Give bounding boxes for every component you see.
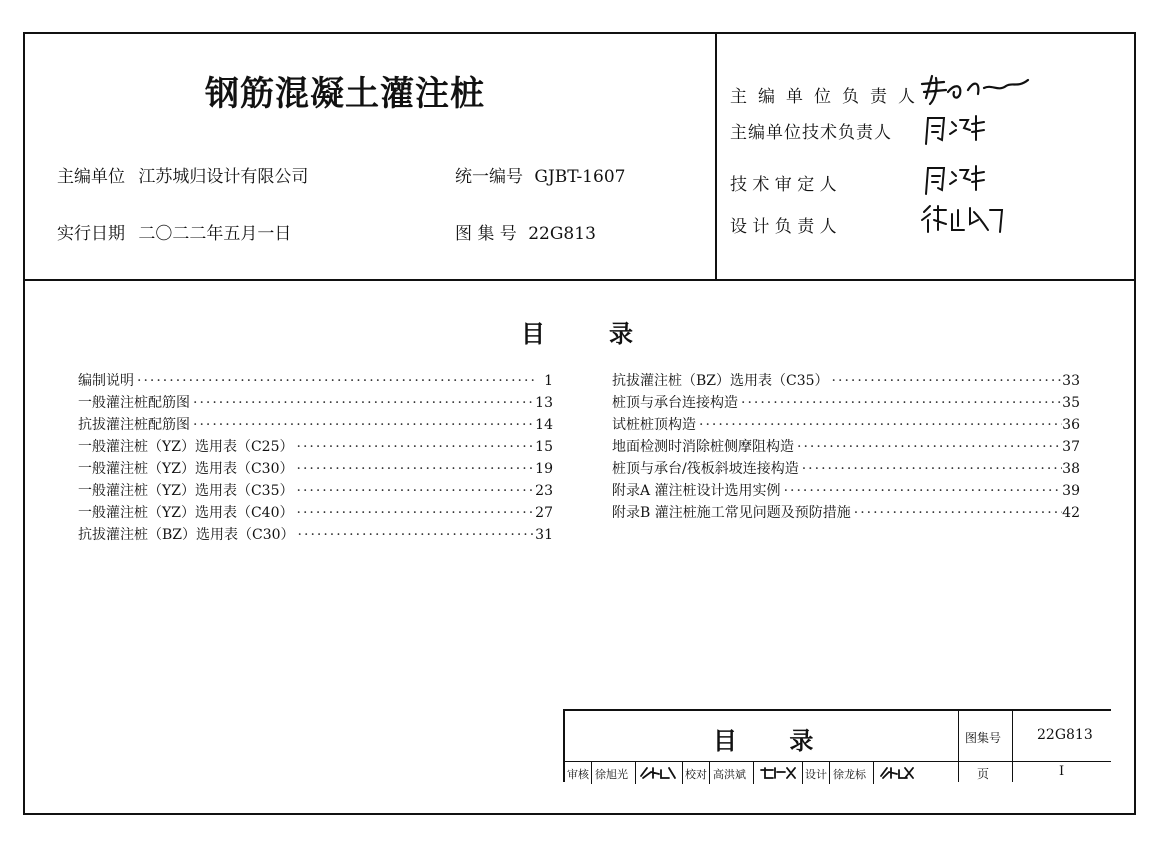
check-signature-handwriting	[759, 764, 799, 781]
title-block-divider	[829, 762, 830, 784]
signature-4-handwriting	[918, 200, 1008, 236]
title-block-page-number: I	[1059, 764, 1065, 779]
header-divider	[25, 279, 1134, 281]
header-vertical-divider	[715, 34, 717, 279]
toc-leader	[738, 395, 1062, 411]
toc-leader	[696, 417, 1062, 433]
check-name: 高洪斌	[713, 768, 746, 781]
check-label: 校对	[685, 768, 707, 781]
toc-leader	[294, 439, 536, 455]
toc-item[interactable]	[612, 436, 1080, 458]
title-block-atlas-number: 22G813	[1037, 727, 1093, 743]
toc-item-page: 23	[535, 483, 553, 499]
toc-item-title: 附录A 灌注桩设计选用实例	[612, 483, 781, 499]
effective-date-label: 实行日期	[57, 224, 125, 244]
toc-heading-right: 录	[609, 320, 633, 348]
title-block-divider	[958, 711, 959, 782]
signature-label-2: 主编单位技术负责人	[730, 123, 892, 143]
toc-leader	[851, 505, 1062, 521]
toc-leader	[781, 483, 1062, 499]
title-block-divider	[591, 762, 592, 784]
toc-right-column	[612, 370, 1080, 524]
atlas-number-label: 图 集 号	[455, 224, 517, 244]
toc-item[interactable]	[78, 436, 553, 458]
toc-leader	[799, 461, 1062, 477]
toc-item[interactable]	[78, 480, 553, 502]
toc-leader	[794, 439, 1062, 455]
toc-leader	[294, 483, 536, 499]
toc-item-page: 19	[535, 461, 553, 477]
atlas-number-value: 22G813	[528, 224, 596, 244]
design-label: 设计	[805, 768, 827, 781]
toc-item[interactable]	[612, 502, 1080, 524]
toc-item-title: 抗拔灌注桩配筋图	[78, 417, 190, 433]
toc-item[interactable]	[78, 458, 553, 480]
toc-item[interactable]	[78, 414, 553, 436]
toc-item[interactable]	[78, 502, 553, 524]
toc-item[interactable]	[78, 370, 553, 392]
review-signature-handwriting	[639, 764, 679, 781]
toc-item-title: 一般灌注桩配筋图	[78, 395, 190, 411]
toc-leader	[295, 527, 535, 543]
title-block-divider	[802, 762, 803, 784]
unified-number-value: GJBT-1607	[534, 167, 626, 187]
design-signature-handwriting	[879, 764, 919, 781]
signature-label-1: 主编单位负责人	[730, 87, 926, 107]
signature-1-handwriting	[918, 70, 1038, 106]
toc-item-page: 37	[1062, 439, 1080, 455]
toc-item-title: 桩顶与承台连接构造	[612, 395, 738, 411]
toc-item[interactable]	[612, 414, 1080, 436]
toc-item-title: 一般灌注桩（YZ）选用表（C40）	[78, 505, 294, 521]
signature-label-4: 设 计 负 责 人	[730, 217, 837, 237]
signature-label-3: 技 术 审 定 人	[730, 175, 837, 195]
toc-leader	[134, 373, 535, 389]
toc-item-page: 42	[1062, 505, 1080, 521]
toc-item-page: 36	[1062, 417, 1080, 433]
title-block-divider	[873, 762, 874, 784]
toc-item-page: 1	[544, 373, 553, 389]
title-block-divider	[565, 761, 1111, 762]
toc-item-page: 39	[1062, 483, 1080, 499]
toc-item-title: 编制说明	[78, 373, 134, 389]
toc-item-page: 14	[535, 417, 553, 433]
toc-item-title: 附录B 灌注桩施工常见问题及预防措施	[612, 505, 851, 521]
effective-date	[57, 219, 291, 244]
toc-leader	[190, 417, 535, 433]
editor-unit	[57, 162, 308, 187]
toc-leader	[294, 505, 536, 521]
toc-item-page: 35	[1062, 395, 1080, 411]
title-block-title: 目 录	[713, 727, 836, 755]
toc-item-title: 抗拔灌注桩（BZ）选用表（C35）	[612, 373, 829, 389]
design-name: 徐龙标	[833, 768, 866, 781]
toc-item[interactable]	[612, 370, 1080, 392]
title-block-divider	[1012, 711, 1013, 782]
toc-leader	[294, 461, 536, 477]
title-block-atlas-label: 图集号	[965, 731, 1002, 745]
title-block-divider	[682, 762, 683, 784]
toc-leader	[190, 395, 535, 411]
toc-item-page: 31	[535, 527, 553, 543]
toc-item-page: 33	[1062, 373, 1080, 389]
toc-item[interactable]	[78, 524, 553, 546]
toc-item-title: 一般灌注桩（YZ）选用表（C30）	[78, 461, 294, 477]
toc-item-page: 15	[535, 439, 553, 455]
effective-date-value: 二〇二二年五月一日	[138, 224, 292, 244]
document-title: 钢筋混凝土灌注桩	[205, 74, 485, 114]
toc-item[interactable]	[612, 480, 1080, 502]
title-block-divider	[635, 762, 636, 784]
editor-unit-value: 江苏城归设计有限公司	[138, 167, 309, 187]
toc-heading-left: 目	[521, 320, 545, 348]
toc-item-title: 一般灌注桩（YZ）选用表（C35）	[78, 483, 294, 499]
toc-leader	[829, 373, 1062, 389]
toc-item-title: 抗拔灌注桩（BZ）选用表（C30）	[78, 527, 295, 543]
unified-number	[455, 162, 625, 187]
toc-item[interactable]	[78, 392, 553, 414]
toc-item-page: 38	[1062, 461, 1080, 477]
signature-2-handwriting	[918, 110, 988, 146]
toc-item-title: 桩顶与承台/筏板斜坡连接构造	[612, 461, 799, 477]
title-block	[563, 709, 1111, 782]
toc-left-column	[78, 370, 553, 546]
title-block-divider	[753, 762, 754, 784]
review-label: 审核	[567, 768, 589, 781]
toc-item-title: 试桩桩顶构造	[612, 417, 696, 433]
toc-item-title: 地面检测时消除桩侧摩阻构造	[612, 439, 794, 455]
editor-unit-label: 主编单位	[57, 167, 125, 187]
unified-number-label: 统一编号	[455, 167, 523, 187]
toc-item-page: 27	[535, 505, 553, 521]
toc-item[interactable]	[612, 392, 1080, 414]
title-block-divider	[709, 762, 710, 784]
title-block-page-label: 页	[977, 767, 990, 781]
signature-3-handwriting	[918, 160, 988, 196]
toc-item-page: 13	[535, 395, 553, 411]
toc-item[interactable]	[612, 458, 1080, 480]
atlas-number	[455, 219, 596, 244]
review-name: 徐旭光	[595, 768, 628, 781]
toc-item-title: 一般灌注桩（YZ）选用表（C25）	[78, 439, 294, 455]
